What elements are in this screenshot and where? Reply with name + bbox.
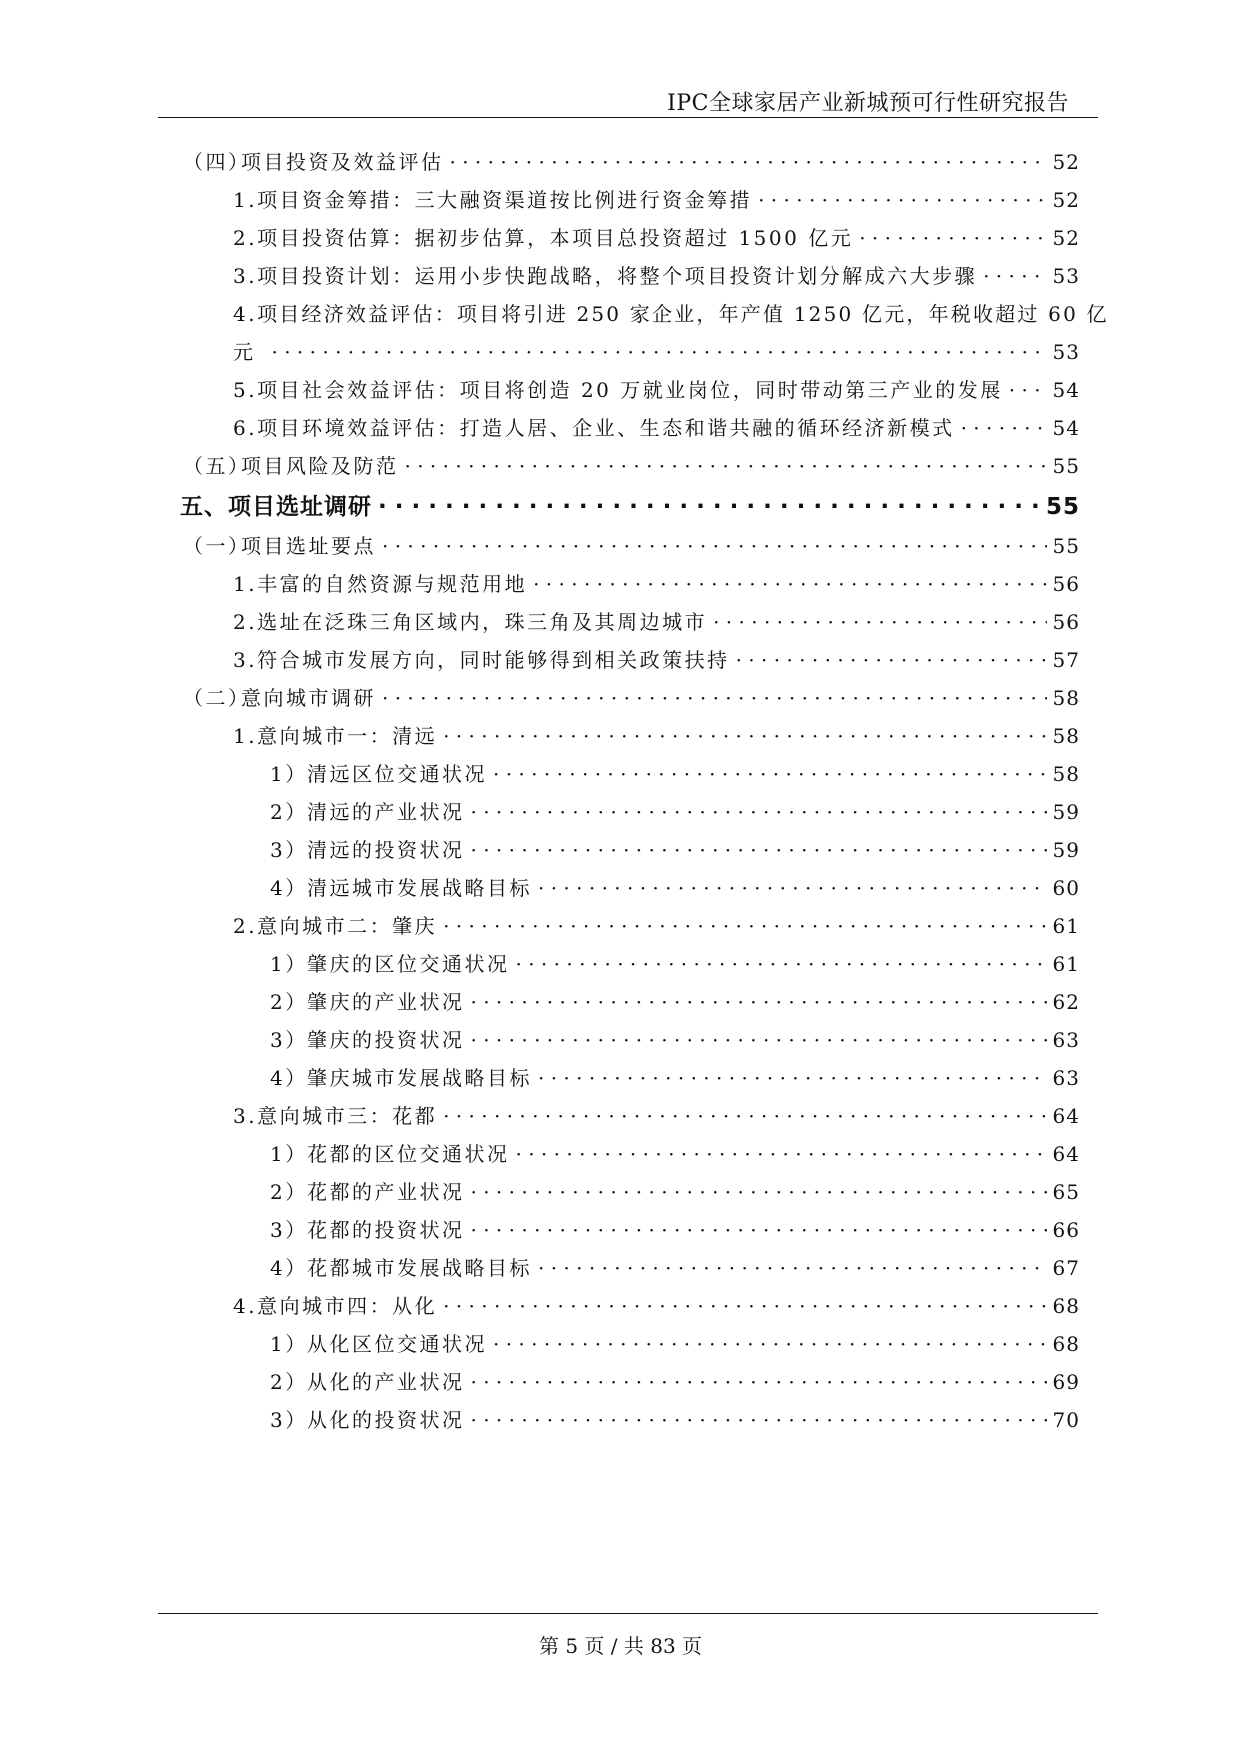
toc-leader-dots xyxy=(758,188,1046,212)
toc-entry-number: 3） xyxy=(270,838,308,862)
toc-leader-dots xyxy=(382,534,1047,558)
toc-leader-dots xyxy=(471,1218,1047,1242)
toc-entry-title: 项目选址调研 xyxy=(228,494,372,520)
toc-leader-dots xyxy=(382,686,1047,710)
toc-entry-title: 项目社会效益评估：项目将创造 20 万就业岗位，同时带动第三产业的发展 xyxy=(257,378,1003,402)
toc-leader-dots xyxy=(736,648,1047,672)
toc-leader-dots xyxy=(378,494,1040,520)
toc-entry[interactable] xyxy=(233,298,1109,327)
toc-entry-title: 意向城市一：清远 xyxy=(257,724,438,748)
toc-entry-page: 59 xyxy=(1052,838,1080,862)
toc-entry-page: 58 xyxy=(1052,762,1080,786)
toc-entry-page: 52 xyxy=(1052,188,1080,212)
toc-entry-page: 55 xyxy=(1052,454,1080,478)
toc-entry-page: 67 xyxy=(1052,1256,1080,1280)
toc-leader-dots xyxy=(471,990,1047,1014)
toc-entry[interactable] xyxy=(270,1062,1080,1091)
toc-entry-number: 1） xyxy=(270,1142,308,1166)
toc-entry[interactable] xyxy=(183,530,1080,559)
toc-entry-page: 55 xyxy=(1052,534,1080,558)
toc-leader-dots xyxy=(516,1142,1047,1166)
toc-entry-page: 55 xyxy=(1045,494,1080,520)
toc-entry-page: 53 xyxy=(1052,264,1080,288)
toc-entry[interactable] xyxy=(270,1252,1080,1281)
footer-rule xyxy=(158,1613,1098,1614)
toc-entry-number: （四） xyxy=(183,150,251,174)
toc-leader-dots xyxy=(471,1028,1047,1052)
toc-entry-page: 60 xyxy=(1052,876,1080,900)
toc-entry[interactable] xyxy=(270,986,1080,1015)
toc-entry-number: 2） xyxy=(270,990,308,1014)
toc-entry[interactable] xyxy=(270,1328,1080,1357)
toc-entry-title: 意向城市三：花都 xyxy=(257,1104,438,1128)
toc-entry-title: 项目资金筹措：三大融资渠道按比例进行资金筹措 xyxy=(257,188,753,212)
toc-chapter-entry[interactable] xyxy=(180,488,1080,521)
toc-entry-page: 58 xyxy=(1052,724,1080,748)
toc-entry[interactable] xyxy=(270,1138,1080,1167)
toc-entry-title: 从化的投资状况 xyxy=(307,1408,465,1432)
toc-entry-number: （五） xyxy=(183,454,251,478)
toc-entry-number: 五、 xyxy=(180,494,228,520)
toc-entry-title: 项目投资估算：据初步估算，本项目总投资超过 1500 亿元 xyxy=(257,226,854,250)
toc-entry-number: 1. xyxy=(233,572,258,596)
toc-entry-number: 3） xyxy=(270,1028,308,1052)
toc-entry-title: 选址在泛珠三角区域内，珠三角及其周边城市 xyxy=(257,610,708,634)
toc-leader-dots xyxy=(538,876,1047,900)
toc-entry-title: 符合城市发展方向，同时能够得到相关政策扶持 xyxy=(257,648,730,672)
toc-entry-number: 1） xyxy=(270,1332,308,1356)
toc-entry-page: 64 xyxy=(1052,1142,1080,1166)
toc-leader-dots xyxy=(493,762,1047,786)
toc-leader-dots xyxy=(471,800,1047,824)
toc-entry-title: 花都城市发展战略目标 xyxy=(307,1256,532,1280)
toc-entry[interactable] xyxy=(270,1404,1080,1433)
toc-entry-number: 3. xyxy=(233,1104,258,1128)
toc-entry[interactable] xyxy=(233,260,1080,289)
toc-entry[interactable] xyxy=(233,568,1080,597)
toc-entry-page: 65 xyxy=(1052,1180,1080,1204)
toc-entry-number: 4. xyxy=(233,302,258,326)
toc-entry-number: 3. xyxy=(233,264,258,288)
toc-entry-number: 3） xyxy=(270,1218,308,1242)
toc-entry-title: 从化区位交通状况 xyxy=(307,1332,487,1356)
toc-entry[interactable] xyxy=(183,146,1080,175)
toc-entry-title: 意向城市调研 xyxy=(241,686,376,710)
toc-entry-title: 项目投资计划：运用小步快跑战略，将整个项目投资计划分解成六大步骤 xyxy=(257,264,978,288)
toc-entry[interactable] xyxy=(270,872,1080,901)
toc-leader-dots xyxy=(443,914,1046,938)
toc-entry-title: 项目经济效益评估：项目将引进 250 家企业，年产值 1250 亿元，年税收超过 60 亿 xyxy=(257,302,1109,326)
toc-entry-page: 66 xyxy=(1052,1218,1080,1242)
toc-entry-number: 2. xyxy=(233,914,258,938)
toc-entry-number: 3. xyxy=(233,648,258,672)
toc-leader-dots xyxy=(471,1370,1047,1394)
toc-entry[interactable] xyxy=(233,1290,1080,1319)
toc-entry-page: 63 xyxy=(1052,1028,1080,1052)
toc-entry-title: 花都的区位交通状况 xyxy=(307,1142,510,1166)
toc-entry[interactable] xyxy=(183,450,1080,479)
toc-entry-number: 2） xyxy=(270,1370,308,1394)
toc-entry-title: 清远区位交通状况 xyxy=(307,762,487,786)
toc-entry[interactable] xyxy=(270,1366,1080,1395)
toc-entry-title: 项目选址要点 xyxy=(241,534,376,558)
toc-entry-number: （二） xyxy=(183,686,251,710)
toc-entry[interactable] xyxy=(270,796,1080,825)
toc-leader-dots xyxy=(538,1256,1047,1280)
toc-entry-page: 56 xyxy=(1052,572,1080,596)
toc-entry-number: 4） xyxy=(270,1066,308,1090)
toc-leader-dots xyxy=(471,1180,1047,1204)
toc-entry-title: 项目投资及效益评估 xyxy=(241,150,444,174)
toc-entry-page: 52 xyxy=(1052,150,1080,174)
toc-entry-title: 从化的产业状况 xyxy=(307,1370,465,1394)
toc-entry[interactable] xyxy=(270,948,1080,977)
page-footer: 第 5 页 / 共 83 页 xyxy=(538,1634,703,1658)
toc-leader-dots xyxy=(443,1104,1046,1128)
toc-leader-dots xyxy=(533,572,1046,596)
toc-entry[interactable] xyxy=(233,412,1080,441)
toc-entry[interactable] xyxy=(183,682,1080,711)
toc-entry-title: 项目风险及防范 xyxy=(241,454,399,478)
toc-entry-continuation[interactable] xyxy=(233,336,1080,365)
toc-leader-dots xyxy=(516,952,1047,976)
toc-entry-title: 项目环境效益评估：打造人居、企业、生态和谐共融的循环经济新模式 xyxy=(257,416,955,440)
toc-entry[interactable] xyxy=(270,834,1080,863)
toc-entry[interactable] xyxy=(233,720,1080,749)
toc-entry-page: 69 xyxy=(1052,1370,1080,1394)
toc-entry-page: 53 xyxy=(1052,340,1080,364)
toc-leader-dots xyxy=(443,1294,1046,1318)
toc-entry-title: 花都的产业状况 xyxy=(307,1180,465,1204)
toc-entry[interactable] xyxy=(233,1100,1080,1129)
toc-entry[interactable] xyxy=(270,1214,1080,1243)
toc-entry-title: 肇庆的投资状况 xyxy=(307,1028,465,1052)
toc-leader-dots xyxy=(538,1066,1047,1090)
toc-leader-dots xyxy=(713,610,1046,634)
toc-entry-number: 5. xyxy=(233,378,258,402)
toc-leader-dots xyxy=(471,838,1047,862)
toc-entry-title: 清远城市发展战略目标 xyxy=(307,876,532,900)
toc-entry[interactable] xyxy=(233,644,1080,673)
toc-entry-page: 61 xyxy=(1052,952,1080,976)
toc-entry-page: 63 xyxy=(1052,1066,1080,1090)
toc-entry[interactable] xyxy=(233,606,1080,635)
toc-entry-number: 1. xyxy=(233,188,258,212)
toc-entry-page: 56 xyxy=(1052,610,1080,634)
toc-entry-number: 2） xyxy=(270,1180,308,1204)
toc-entry-title: 意向城市二：肇庆 xyxy=(257,914,438,938)
toc-entry-page: 54 xyxy=(1052,416,1080,440)
toc-leader-dots xyxy=(443,724,1046,748)
toc-entry-title: 丰富的自然资源与规范用地 xyxy=(257,572,528,596)
toc-entry-title: 清远的投资状况 xyxy=(307,838,465,862)
toc-entry-title: 元 xyxy=(233,340,256,364)
header-title: IPC全球家居产业新城预可行性研究报告 xyxy=(667,91,1069,116)
header-rule xyxy=(158,117,1098,118)
toc-entry-page: 61 xyxy=(1052,914,1080,938)
toc-entry-title: 肇庆的区位交通状况 xyxy=(307,952,510,976)
toc-leader-dots xyxy=(405,454,1047,478)
toc-leader-dots xyxy=(471,1408,1047,1432)
toc-leader-dots xyxy=(493,1332,1047,1356)
toc-entry[interactable] xyxy=(270,1176,1080,1205)
toc-entry-number: 4. xyxy=(233,1294,258,1318)
toc-leader-dots xyxy=(983,264,1046,288)
toc-entry-number: 4） xyxy=(270,876,308,900)
toc-entry-number: 1） xyxy=(270,762,308,786)
toc-entry[interactable] xyxy=(233,222,1080,251)
toc-entry[interactable] xyxy=(233,374,1080,403)
toc-leader-dots xyxy=(961,416,1047,440)
toc-entry[interactable] xyxy=(233,910,1080,939)
toc-entry-number: 4） xyxy=(270,1256,308,1280)
toc-entry[interactable] xyxy=(270,1024,1080,1053)
toc-entry-page: 59 xyxy=(1052,800,1080,824)
toc-entry-title: 肇庆的产业状况 xyxy=(307,990,465,1014)
toc-entry-title: 花都的投资状况 xyxy=(307,1218,465,1242)
toc-leader-dots xyxy=(272,340,1047,364)
toc-entry-page: 54 xyxy=(1052,378,1080,402)
toc-entry-number: 2. xyxy=(233,226,258,250)
toc-entry-number: （一） xyxy=(183,534,251,558)
toc-entry-page: 58 xyxy=(1052,686,1080,710)
toc-entry-number: 2） xyxy=(270,800,308,824)
toc-leader-dots xyxy=(1009,378,1047,402)
toc-entry[interactable] xyxy=(233,184,1080,213)
toc-entry-page: 52 xyxy=(1052,226,1080,250)
toc-entry-page: 57 xyxy=(1052,648,1080,672)
toc-entry-number: 1） xyxy=(270,952,308,976)
toc-entry-page: 70 xyxy=(1052,1408,1080,1432)
toc-leader-dots xyxy=(450,150,1047,174)
toc-entry-page: 64 xyxy=(1052,1104,1080,1128)
toc-leader-dots xyxy=(859,226,1046,250)
toc-entry-number: 3） xyxy=(270,1408,308,1432)
toc-entry-title: 清远的产业状况 xyxy=(307,800,465,824)
toc-entry-number: 6. xyxy=(233,416,258,440)
toc-entry[interactable] xyxy=(270,758,1080,787)
toc-entry-number: 2. xyxy=(233,610,258,634)
toc-entry-page: 62 xyxy=(1052,990,1080,1014)
toc-entry-title: 意向城市四：从化 xyxy=(257,1294,438,1318)
toc-entry-page: 68 xyxy=(1052,1332,1080,1356)
toc-entry-title: 肇庆城市发展战略目标 xyxy=(307,1066,532,1090)
toc-entry-number: 1. xyxy=(233,724,258,748)
toc-entry-page: 68 xyxy=(1052,1294,1080,1318)
